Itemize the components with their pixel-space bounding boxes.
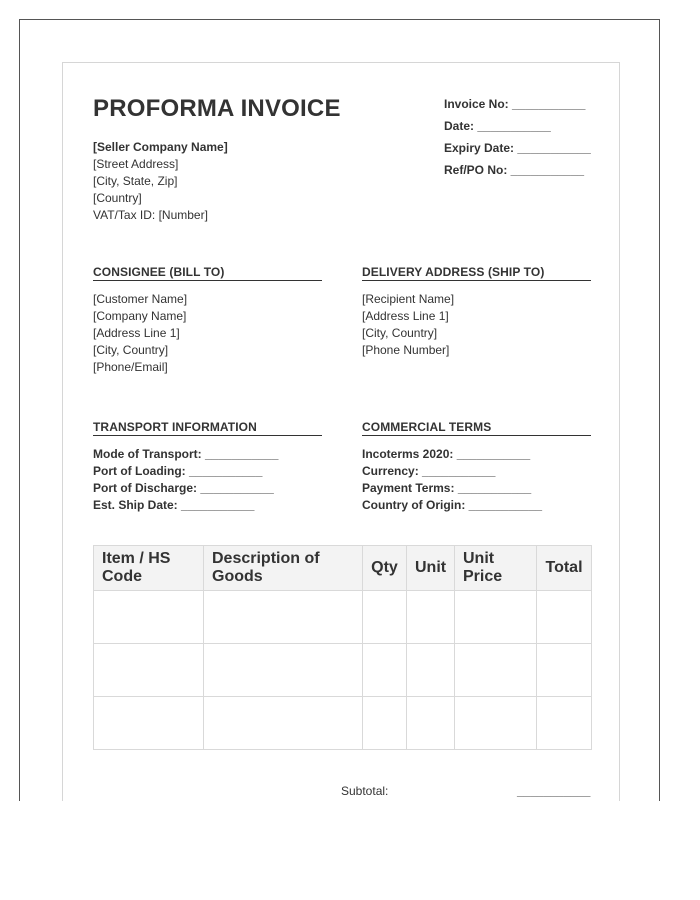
table-header-row bbox=[94, 546, 592, 591]
seller-vat: VAT/Tax ID: [Number] bbox=[93, 208, 208, 222]
total-cell[interactable] bbox=[537, 697, 592, 750]
qty-cell[interactable] bbox=[363, 697, 407, 750]
description-cell[interactable] bbox=[204, 591, 363, 644]
seller-country: [Country] bbox=[93, 191, 142, 205]
total-cell[interactable] bbox=[537, 644, 592, 697]
description-cell[interactable] bbox=[204, 697, 363, 750]
consignee-line: [City, Country] bbox=[93, 343, 169, 357]
consignee-body bbox=[93, 291, 322, 376]
consignee-line: [Address Line 1] bbox=[93, 326, 180, 340]
transport-line: Port of Loading: ___________ bbox=[93, 464, 263, 478]
unit-price-cell[interactable] bbox=[455, 591, 537, 644]
commercial-line: Currency: ___________ bbox=[362, 464, 496, 478]
invoice-number: Invoice No: ___________ bbox=[444, 97, 586, 111]
seller-name: [Seller Company Name] bbox=[93, 140, 228, 154]
transport-line: Mode of Transport: ___________ bbox=[93, 447, 279, 461]
table-row bbox=[94, 697, 592, 750]
consignee-line: [Company Name] bbox=[93, 309, 187, 323]
delivery-line: [Address Line 1] bbox=[362, 309, 449, 323]
qty-cell[interactable] bbox=[363, 644, 407, 697]
item-code-cell[interactable] bbox=[94, 697, 204, 750]
column-header-qty: Qty bbox=[363, 546, 407, 591]
column-header-total: Total bbox=[537, 546, 592, 591]
description-cell[interactable] bbox=[204, 644, 363, 697]
item-code-cell[interactable] bbox=[94, 644, 204, 697]
delivery-section bbox=[362, 265, 591, 359]
transport-section bbox=[93, 420, 322, 514]
consignee-line: [Customer Name] bbox=[93, 292, 188, 306]
page-frame bbox=[19, 19, 660, 801]
column-header-item-code: Item / HS Code bbox=[94, 546, 204, 591]
consignee-line: [Phone/Email] bbox=[93, 360, 168, 374]
column-header-unit-price: Unit Price bbox=[455, 546, 537, 591]
commercial-body bbox=[362, 446, 591, 514]
unit-price-cell[interactable] bbox=[455, 644, 537, 697]
delivery-line: [Phone Number] bbox=[362, 343, 450, 357]
commercial-line: Payment Terms: ___________ bbox=[362, 481, 532, 495]
qty-cell[interactable] bbox=[363, 591, 407, 644]
seller-street: [Street Address] bbox=[93, 157, 179, 171]
unit-cell[interactable] bbox=[407, 644, 455, 697]
table-row bbox=[94, 591, 592, 644]
expiry-date: Expiry Date: ___________ bbox=[444, 141, 591, 155]
commercial-line: Incoterms 2020: ___________ bbox=[362, 447, 531, 461]
transport-line: Est. Ship Date: ___________ bbox=[93, 498, 255, 512]
total-cell[interactable] bbox=[537, 591, 592, 644]
invoice-sheet bbox=[62, 62, 620, 801]
subtotal-value: ___________ bbox=[517, 784, 591, 798]
unit-price-cell[interactable] bbox=[455, 697, 537, 750]
commercial-section bbox=[362, 420, 591, 514]
invoice-date: Date: ___________ bbox=[444, 119, 551, 133]
unit-cell[interactable] bbox=[407, 591, 455, 644]
column-header-description: Description of Goods bbox=[204, 546, 363, 591]
consignee-section bbox=[93, 265, 322, 376]
transport-body bbox=[93, 446, 322, 514]
consignee-heading: CONSIGNEE (BILL TO) bbox=[93, 265, 322, 281]
commercial-line: Country of Origin: ___________ bbox=[362, 498, 543, 512]
document-title: PROFORMA INVOICE bbox=[93, 95, 341, 122]
seller-city: [City, State, Zip] bbox=[93, 174, 178, 188]
commercial-heading: COMMERCIAL TERMS bbox=[362, 420, 591, 436]
items-table bbox=[93, 545, 592, 750]
delivery-line: [City, Country] bbox=[362, 326, 438, 340]
unit-cell[interactable] bbox=[407, 697, 455, 750]
transport-line: Port of Discharge: ___________ bbox=[93, 481, 274, 495]
column-header-unit: Unit bbox=[407, 546, 455, 591]
delivery-body bbox=[362, 291, 591, 359]
delivery-heading: DELIVERY ADDRESS (SHIP TO) bbox=[362, 265, 591, 281]
invoice-meta bbox=[444, 93, 591, 181]
table-row bbox=[94, 644, 592, 697]
subtotal-label: Subtotal: bbox=[341, 784, 389, 798]
seller-block bbox=[93, 139, 228, 224]
transport-heading: TRANSPORT INFORMATION bbox=[93, 420, 322, 436]
ref-po-number: Ref/PO No: ___________ bbox=[444, 163, 585, 177]
delivery-line: [Recipient Name] bbox=[362, 292, 455, 306]
item-code-cell[interactable] bbox=[94, 591, 204, 644]
